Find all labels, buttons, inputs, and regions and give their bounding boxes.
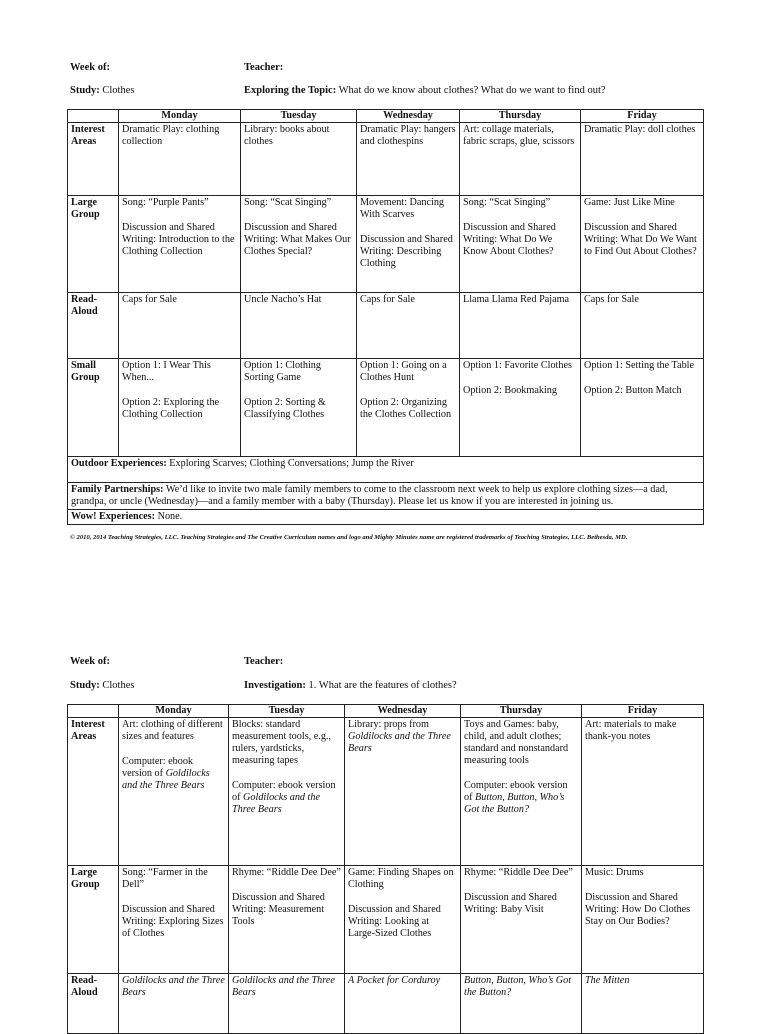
- activity-text-plain: Song: “Farmer in the Dell”: [122, 867, 208, 890]
- table-row: [68, 866, 704, 974]
- activity-text-plain: Option 2: Exploring the Clothing Collection: [122, 397, 220, 420]
- book-title: Goldilocks and the Three Bears: [122, 975, 225, 998]
- activity-text: [360, 124, 456, 148]
- family-partnerships: [68, 483, 704, 510]
- row-label-large-group: Large Group: [68, 866, 119, 974]
- day-header-thursday: Thursday: [461, 705, 582, 718]
- day-header-wednesday: Wednesday: [345, 705, 461, 718]
- table-row: [68, 974, 704, 1034]
- activity-cell: [345, 718, 461, 866]
- activity-text-plain: Music: Drums: [585, 867, 644, 878]
- activity-text: [464, 780, 578, 816]
- family-partnerships-label: Family Partnerships:: [71, 484, 164, 495]
- row-label-large-group: Large Group: [68, 196, 119, 293]
- activity-cell: [119, 718, 229, 866]
- corner-cell: [68, 110, 119, 123]
- activity-cell: [582, 718, 704, 866]
- day-header-thursday: Thursday: [460, 110, 581, 123]
- row-label-read-aloud: Read-Aloud: [68, 974, 119, 1034]
- activity-text: [244, 360, 353, 384]
- activity-text: [244, 124, 353, 148]
- outdoor-experiences-label: Outdoor Experiences:: [71, 458, 167, 469]
- activity-text-plain: Library: props from: [348, 719, 429, 730]
- activity-cell: [345, 974, 461, 1034]
- activity-text-plain: Option 2: Bookmaking: [463, 385, 557, 396]
- book-title: The Mitten: [585, 975, 630, 986]
- book-title: Goldilocks and the Three Bears: [348, 731, 451, 754]
- day-header-friday: Friday: [582, 705, 704, 718]
- activity-text-plain: Discussion and Shared Writing: What Do We Know About Clothes?: [463, 222, 556, 257]
- activity-text: [360, 197, 456, 221]
- topic-value: 1. What are the features of clothes?: [308, 680, 457, 691]
- activity-cell: [229, 718, 345, 866]
- activity-text-plain: Discussion and Shared Writing: Describing Clothing: [360, 234, 453, 269]
- activity-text-plain: Discussion and Shared Writing: What Do We Want to Find Out About Clothes?: [584, 222, 697, 257]
- week-of-label-2: Week of:: [70, 656, 110, 667]
- corner-cell: [68, 705, 119, 718]
- activity-text-plain: Caps for Sale: [360, 294, 415, 305]
- day-header-wednesday: Wednesday: [357, 110, 460, 123]
- activity-text: [464, 892, 578, 916]
- row-label-interest-areas: Interest Areas: [68, 718, 119, 866]
- activity-cell: [119, 196, 241, 293]
- activity-text-plain: Discussion and Shared Writing: Introduction to the Clothing Collection: [122, 222, 235, 257]
- day-header-row: [68, 110, 704, 123]
- activity-cell: [357, 293, 460, 359]
- activity-text-plain: Discussion and Shared Writing: Baby Visit: [464, 892, 557, 915]
- activity-text: [122, 397, 237, 421]
- activity-text-plain: Caps for Sale: [584, 294, 639, 305]
- day-header-tuesday: Tuesday: [241, 110, 357, 123]
- activity-text: [464, 867, 578, 879]
- activity-cell: [461, 974, 582, 1034]
- activity-text: [122, 975, 225, 999]
- activity-text-plain: Toys and Games: baby, child, and adult clothes; standard and nonstandard measuring tools: [464, 719, 569, 766]
- activity-text: [122, 294, 237, 306]
- activity-cell: [581, 293, 704, 359]
- activity-text: [360, 360, 456, 384]
- activity-text: [348, 867, 457, 891]
- book-title: Goldilocks and the Three Bears: [122, 768, 210, 791]
- activity-cell: [461, 718, 582, 866]
- row-label-small-group: Small Group: [68, 359, 119, 457]
- activity-text-plain: Discussion and Shared Writing: Looking at Large-Sized Clothes: [348, 904, 441, 939]
- outdoor-experiences-cell: [68, 457, 704, 483]
- activity-cell: [241, 123, 357, 196]
- activity-cell: [241, 293, 357, 359]
- activity-text-plain: Discussion and Shared Writing: Measurement Tools: [232, 892, 325, 927]
- activity-text-plain: Blocks: standard measurement tools, e.g., rulers, yardsticks, measuring tapes: [232, 719, 332, 766]
- activity-text: [348, 975, 457, 987]
- activity-text: [232, 719, 341, 767]
- activity-text: [584, 385, 700, 397]
- activity-text-plain: Option 2: Sorting & Classifying Clothes: [244, 397, 326, 420]
- copyright-notice: © 2010, 2014 Teaching Strategies, LLC. Teaching Strategies and The Creative Curriculum names and logo and Mighty Minutes name are registered trademarks of Teaching Strategies, LLC. Bethesda, MD.: [70, 533, 628, 541]
- activity-text: [348, 904, 457, 940]
- activity-text: [585, 975, 700, 987]
- activity-text-plain: Rhyme: “Riddle Dee Dee”: [464, 867, 573, 878]
- activity-text: [122, 222, 237, 258]
- topic-label: Investigation:: [244, 680, 306, 691]
- activity-cell: [357, 196, 460, 293]
- activity-cell: [461, 866, 582, 974]
- activity-text-plain: Discussion and Shared Writing: Exploring Sizes of Clothes: [122, 904, 224, 939]
- activity-text: [122, 124, 237, 148]
- activity-text: [232, 780, 341, 816]
- day-header-row: [68, 705, 704, 718]
- book-title: Button, Button, Who’s Got the Button?: [464, 975, 572, 998]
- activity-text-plain: Game: Finding Shapes on Clothing: [348, 867, 454, 890]
- activity-cell: [460, 123, 581, 196]
- activity-text: [122, 756, 225, 792]
- book-title: A Pocket for Corduroy: [348, 975, 441, 986]
- topic-line-1: [244, 85, 606, 97]
- wow-experiences-label: Wow! Experiences:: [71, 511, 156, 522]
- activity-text-plain: Computer: ebook version of: [122, 756, 194, 779]
- activity-text-plain: Option 1: Favorite Clothes: [463, 360, 572, 371]
- activity-text: [463, 360, 577, 372]
- book-title: Goldilocks and the Three Bears: [232, 792, 321, 815]
- activity-text-plain: Option 1: I Wear This When...: [122, 360, 211, 383]
- activity-text-plain: Art: collage materials, fabric scraps, glue, scissors: [463, 124, 575, 147]
- week-of-label-1: Week of:: [70, 62, 110, 73]
- activity-text: [232, 892, 341, 928]
- activity-text-plain: Art: clothing of different sizes and features: [122, 719, 223, 742]
- activity-text-plain: Discussion and Shared Writing: What Makes Our Clothes Special?: [244, 222, 351, 257]
- table-row: [68, 359, 704, 457]
- table-row: [68, 293, 704, 359]
- wow-experiences-value: None.: [157, 511, 183, 522]
- activity-cell: [119, 293, 241, 359]
- weekly-plan-table-2: [67, 704, 704, 1034]
- activity-text-plain: Song: “Scat Singing”: [244, 197, 332, 208]
- activity-text: [585, 719, 700, 743]
- activity-text: [584, 360, 700, 372]
- activity-cell: [241, 359, 357, 457]
- activity-text: [244, 294, 353, 306]
- activity-text: [122, 867, 225, 891]
- study-value: Clothes: [102, 680, 135, 691]
- activity-cell: [460, 293, 581, 359]
- activity-text-plain: Dramatic Play: doll clothes: [584, 124, 696, 135]
- book-title: Goldilocks and the Three Bears: [232, 975, 335, 998]
- activity-text: [360, 397, 456, 421]
- activity-text-plain: Song: “Scat Singing”: [463, 197, 551, 208]
- activity-cell: [357, 359, 460, 457]
- day-header-monday: Monday: [119, 705, 229, 718]
- activity-text: [232, 975, 341, 999]
- activity-cell: [582, 866, 704, 974]
- activity-cell: [460, 359, 581, 457]
- activity-text-plain: Game: Just Like Mine: [584, 197, 675, 208]
- activity-text-plain: Movement: Dancing With Scarves: [360, 197, 445, 220]
- wow-experiences-cell: [68, 510, 704, 525]
- topic-value: What do we know about clothes? What do we want to find out?: [338, 85, 606, 96]
- family-partnerships-cell: [68, 483, 704, 510]
- activity-cell: [119, 974, 229, 1034]
- outdoor-experiences: [68, 457, 704, 483]
- activity-text: [584, 124, 700, 136]
- activity-text: [463, 294, 577, 306]
- activity-text: [464, 719, 578, 767]
- outdoor-experiences-value: Exploring Scarves; Clothing Conversations; Jump the River: [169, 458, 414, 469]
- table-row: [68, 123, 704, 196]
- activity-text: [463, 124, 577, 148]
- activity-text: [244, 222, 353, 258]
- study-line-2: [70, 680, 134, 692]
- teacher-label-1: Teacher:: [244, 62, 284, 73]
- teacher-label-2: Teacher:: [244, 656, 284, 667]
- activity-text-plain: Dramatic Play: clothing collection: [122, 124, 220, 147]
- activity-text: [585, 892, 700, 928]
- activity-text-plain: Discussion and Shared Writing: How Do Clothes Stay on Our Bodies?: [585, 892, 691, 927]
- activity-text: [584, 294, 700, 306]
- activity-text-plain: Option 1: Going on a Clothes Hunt: [360, 360, 447, 383]
- row-label-read-aloud: Read-Aloud: [68, 293, 119, 359]
- topic-line-2: [244, 680, 457, 692]
- activity-text: [122, 197, 237, 209]
- activity-text: [122, 360, 237, 384]
- activity-text: [584, 222, 700, 258]
- activity-text: [348, 719, 457, 755]
- study-label: Study:: [70, 680, 100, 691]
- activity-cell: [581, 359, 704, 457]
- activity-cell: [581, 196, 704, 293]
- activity-cell: [119, 123, 241, 196]
- activity-cell: [229, 866, 345, 974]
- book-title: Button, Button, Who’s Got the Button?: [464, 792, 565, 815]
- activity-text-plain: Llama Llama Red Pajama: [463, 294, 570, 305]
- activity-text-plain: Computer: ebook version of: [464, 780, 568, 803]
- activity-cell: [119, 866, 229, 974]
- activity-cell: [581, 123, 704, 196]
- activity-cell: [241, 196, 357, 293]
- activity-text: [463, 385, 577, 397]
- table-row: [68, 196, 704, 293]
- activity-text: [360, 294, 456, 306]
- activity-text: [232, 867, 341, 879]
- family-partnerships-value: We’d like to invite two male family members to come to the classroom next week to help us explore clothing sizes—a dad, grandpa, or uncle (Wednesday)—and a family member with a baby (Thursday). Please let us know if you are interested in joining us.: [71, 484, 668, 507]
- day-header-monday: Monday: [119, 110, 241, 123]
- activity-text: [360, 234, 456, 270]
- activity-text-plain: Option 1: Setting the Table: [584, 360, 695, 371]
- study-line-1: [70, 85, 134, 97]
- activity-text: [464, 975, 578, 999]
- activity-text-plain: Option 2: Button Match: [584, 385, 682, 396]
- weekly-plan-table-1: [67, 109, 704, 525]
- activity-text-plain: Uncle Nacho’s Hat: [244, 294, 322, 305]
- study-value: Clothes: [102, 85, 135, 96]
- activity-text-plain: Option 1: Clothing Sorting Game: [244, 360, 321, 383]
- activity-text: [463, 222, 577, 258]
- activity-text: [584, 197, 700, 209]
- topic-label: Exploring the Topic:: [244, 85, 337, 96]
- activity-text: [122, 904, 225, 940]
- activity-text-plain: Library: books about clothes: [244, 124, 330, 147]
- activity-text-plain: Option 2: Organizing the Clothes Collection: [360, 397, 452, 420]
- activity-cell: [345, 866, 461, 974]
- activity-text: [463, 197, 577, 209]
- day-header-friday: Friday: [581, 110, 704, 123]
- activity-text: [585, 867, 700, 879]
- activity-text-plain: Dramatic Play: hangers and clothespins: [360, 124, 456, 147]
- wow-experiences: [68, 510, 704, 525]
- activity-cell: [357, 123, 460, 196]
- activity-cell: [229, 974, 345, 1034]
- activity-cell: [119, 359, 241, 457]
- activity-text-plain: Caps for Sale: [122, 294, 177, 305]
- activity-text-plain: Rhyme: “Riddle Dee Dee”: [232, 867, 341, 878]
- activity-cell: [460, 196, 581, 293]
- day-header-tuesday: Tuesday: [229, 705, 345, 718]
- activity-text: [122, 719, 225, 743]
- activity-text-plain: Art: materials to make thank-you notes: [585, 719, 677, 742]
- row-label-interest-areas: Interest Areas: [68, 123, 119, 196]
- activity-text-plain: Song: “Purple Pants”: [122, 197, 209, 208]
- activity-text: [244, 197, 353, 209]
- activity-text: [244, 397, 353, 421]
- activity-cell: [582, 974, 704, 1034]
- activity-text-plain: Computer: ebook version of: [232, 780, 336, 803]
- study-label: Study:: [70, 85, 100, 96]
- table-row: [68, 718, 704, 866]
